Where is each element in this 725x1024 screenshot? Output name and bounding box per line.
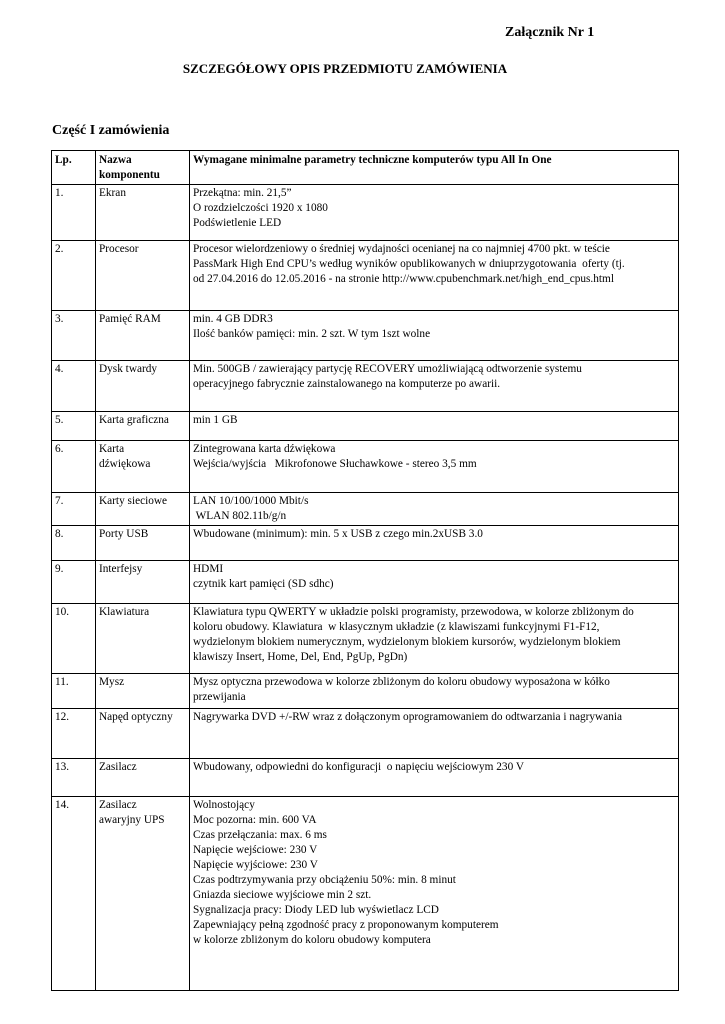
header-lp: Lp. bbox=[52, 151, 96, 185]
component-name-line: Dysk twardy bbox=[99, 363, 158, 375]
parameter-line: czytnik kart pamięci (SD sdhc) bbox=[193, 578, 334, 590]
component-parameters bbox=[190, 311, 679, 361]
parameter-line: PassMark High End CPU’s według wyników opublikowanych w dniuprzygotowania oferty (tj. bbox=[193, 258, 625, 270]
table-row bbox=[52, 526, 679, 561]
component-parameters bbox=[190, 185, 679, 241]
header-component-line: Nazwa bbox=[99, 154, 132, 166]
component-name-line: Pamięć RAM bbox=[99, 313, 161, 325]
parameter-line: min. 4 GB DDR3 bbox=[193, 313, 273, 325]
component-name-line: Procesor bbox=[99, 243, 139, 255]
component-name-line: Klawiatura bbox=[99, 606, 150, 618]
component-name bbox=[96, 493, 190, 526]
component-name-line: Napęd optyczny bbox=[99, 711, 173, 723]
table-row bbox=[52, 674, 679, 709]
component-name bbox=[96, 674, 190, 709]
parameter-line: WLAN 802.11b/g/n bbox=[193, 510, 287, 522]
annex-label: Załącznik Nr 1 bbox=[505, 25, 595, 40]
component-parameters bbox=[190, 441, 679, 493]
row-number: 1. bbox=[52, 185, 96, 241]
parameter-line: min 1 GB bbox=[193, 414, 238, 426]
header-params: Wymagane minimalne parametry techniczne komputerów typu All In One bbox=[190, 151, 679, 185]
component-name-line: Ekran bbox=[99, 187, 126, 199]
component-name bbox=[96, 241, 190, 311]
row-number: 5. bbox=[52, 412, 96, 441]
component-parameters bbox=[190, 759, 679, 797]
component-parameters bbox=[190, 561, 679, 604]
table-body bbox=[52, 185, 679, 991]
component-name bbox=[96, 185, 190, 241]
parameter-line: Czas przełączania: max. 6 ms bbox=[193, 829, 327, 841]
component-name-line: awaryjny UPS bbox=[99, 814, 165, 826]
row-number: 10. bbox=[52, 604, 96, 674]
table-row bbox=[52, 361, 679, 412]
table-row bbox=[52, 493, 679, 526]
specification-table bbox=[51, 150, 679, 991]
table-row bbox=[52, 441, 679, 493]
component-parameters bbox=[190, 797, 679, 991]
component-name-line: Porty USB bbox=[99, 528, 149, 540]
table-row bbox=[52, 759, 679, 797]
row-number: 11. bbox=[52, 674, 96, 709]
component-name bbox=[96, 412, 190, 441]
component-name bbox=[96, 604, 190, 674]
component-name bbox=[96, 797, 190, 991]
header-component-line: komponentu bbox=[99, 169, 160, 181]
parameter-line: Mysz optyczna przewodowa w kolorze zbliżonym do koloru obudowy wyposażona w kółko bbox=[193, 676, 610, 688]
parameter-line: w kolorze zbliżonym do koloru obudowy komputera bbox=[193, 934, 431, 946]
row-number: 4. bbox=[52, 361, 96, 412]
parameter-line: Wbudowane (minimum): min. 5 x USB z czego min.2xUSB 3.0 bbox=[193, 528, 483, 540]
component-name bbox=[96, 311, 190, 361]
component-name-line: Karta bbox=[99, 443, 125, 455]
parameter-line: przewijania bbox=[193, 691, 246, 703]
component-parameters bbox=[190, 241, 679, 311]
component-parameters bbox=[190, 604, 679, 674]
parameter-line: wydzielonym blokiem numerycznym, wydzielonym blokiem kursorów, wydzielonym blokiem bbox=[193, 636, 621, 648]
component-parameters bbox=[190, 412, 679, 441]
row-number: 7. bbox=[52, 493, 96, 526]
component-name bbox=[96, 561, 190, 604]
component-name-line: Zasilacz bbox=[99, 761, 137, 773]
parameter-line: Wolnostojący bbox=[193, 799, 255, 811]
parameter-line: Zapewniający pełną zgodność pracy z proponowanym komputerem bbox=[193, 919, 499, 931]
document-title: SZCZEGÓŁOWY OPIS PRZEDMIOTU ZAMÓWIENIA bbox=[182, 61, 508, 76]
parameter-line: Napięcie wyjściowe: 230 V bbox=[193, 859, 318, 871]
parameter-line: Zintegrowana karta dźwiękowa bbox=[193, 443, 336, 455]
component-name-line: Mysz bbox=[99, 676, 125, 688]
header-component bbox=[96, 151, 190, 185]
parameter-line: Podświetlenie LED bbox=[193, 217, 282, 229]
component-name bbox=[96, 759, 190, 797]
row-number: 3. bbox=[52, 311, 96, 361]
parameter-line: Napięcie wejściowe: 230 V bbox=[193, 844, 318, 856]
component-parameters bbox=[190, 526, 679, 561]
parameter-line: operacyjnego fabrycznie zainstalowanego na komputerze po awarii. bbox=[193, 378, 501, 390]
table-row bbox=[52, 561, 679, 604]
parameter-line: Czas podtrzymywania przy obciążeniu 50%: min. 8 minut bbox=[193, 874, 456, 886]
component-name bbox=[96, 441, 190, 493]
row-number: 8. bbox=[52, 526, 96, 561]
parameter-line: Przekątna: min. 21,5” bbox=[193, 187, 292, 199]
component-parameters bbox=[190, 674, 679, 709]
parameter-line: Sygnalizacja pracy: Diody LED lub wyświetlacz LCD bbox=[193, 904, 439, 916]
parameter-line: Ilość banków pamięci: min. 2 szt. W tym 1szt wolne bbox=[193, 328, 431, 340]
parameter-line: O rozdzielczości 1920 x 1080 bbox=[193, 202, 328, 214]
component-name-line: Karty sieciowe bbox=[99, 495, 168, 507]
component-name bbox=[96, 526, 190, 561]
component-name-line: Karta graficzna bbox=[99, 414, 169, 426]
parameter-line: Wbudowany, odpowiedni do konfiguracji o napięciu wejściowym 230 V bbox=[193, 761, 524, 773]
component-name bbox=[96, 361, 190, 412]
component-parameters bbox=[190, 709, 679, 759]
table-row bbox=[52, 311, 679, 361]
table-row bbox=[52, 185, 679, 241]
parameter-line: Nagrywarka DVD +/-RW wraz z dołączonym oprogramowaniem do odtwarzania i nagrywania bbox=[193, 711, 623, 723]
parameter-line: HDMI bbox=[193, 563, 224, 575]
row-number: 13. bbox=[52, 759, 96, 797]
row-number: 14. bbox=[52, 797, 96, 991]
parameter-line: Wejścia/wyjścia Mikrofonowe Słuchawkowe - stereo 3,5 mm bbox=[193, 458, 477, 470]
table-row bbox=[52, 412, 679, 441]
parameter-line: Procesor wielordzeniowy o średniej wydajności ocenianej na co najmniej 4700 pkt. w teście bbox=[193, 243, 610, 255]
table-row bbox=[52, 241, 679, 311]
component-parameters bbox=[190, 493, 679, 526]
parameter-line: od 27.04.2016 do 12.05.2016 - na stronie http://www.cpubenchmark.net/high_end_cpus.html bbox=[193, 273, 614, 285]
parameter-line: koloru obudowy. Klawiatura w klasycznym układzie (z klawiszami funkcyjnymi F1-F12, bbox=[193, 621, 600, 633]
component-name bbox=[96, 709, 190, 759]
parameter-line: Klawiatura typu QWERTY w układzie polski programisty, przewodowa, w kolorze zbliżonym do bbox=[193, 606, 634, 618]
table-row bbox=[52, 709, 679, 759]
parameter-line: LAN 10/100/1000 Mbit/s bbox=[193, 495, 309, 507]
parameter-line: Gniazda sieciowe wyjściowe min 2 szt. bbox=[193, 889, 372, 901]
row-number: 2. bbox=[52, 241, 96, 311]
table-row bbox=[52, 604, 679, 674]
section-title: Część I zamówienia bbox=[52, 123, 170, 138]
parameter-line: klawiszy Insert, Home, Del, End, PgUp, PgDn) bbox=[193, 651, 408, 663]
table-row bbox=[52, 797, 679, 991]
table-header-row bbox=[52, 151, 679, 185]
row-number: 9. bbox=[52, 561, 96, 604]
component-name-line: dźwiękowa bbox=[99, 458, 151, 470]
component-name-line: Zasilacz bbox=[99, 799, 137, 811]
row-number: 12. bbox=[52, 709, 96, 759]
component-name-line: Interfejsy bbox=[99, 563, 143, 575]
component-parameters bbox=[190, 361, 679, 412]
parameter-line: Moc pozorna: min. 600 VA bbox=[193, 814, 317, 826]
parameter-line: Min. 500GB / zawierający partycję RECOVERY umożliwiającą odtworzenie systemu bbox=[193, 363, 582, 375]
row-number: 6. bbox=[52, 441, 96, 493]
